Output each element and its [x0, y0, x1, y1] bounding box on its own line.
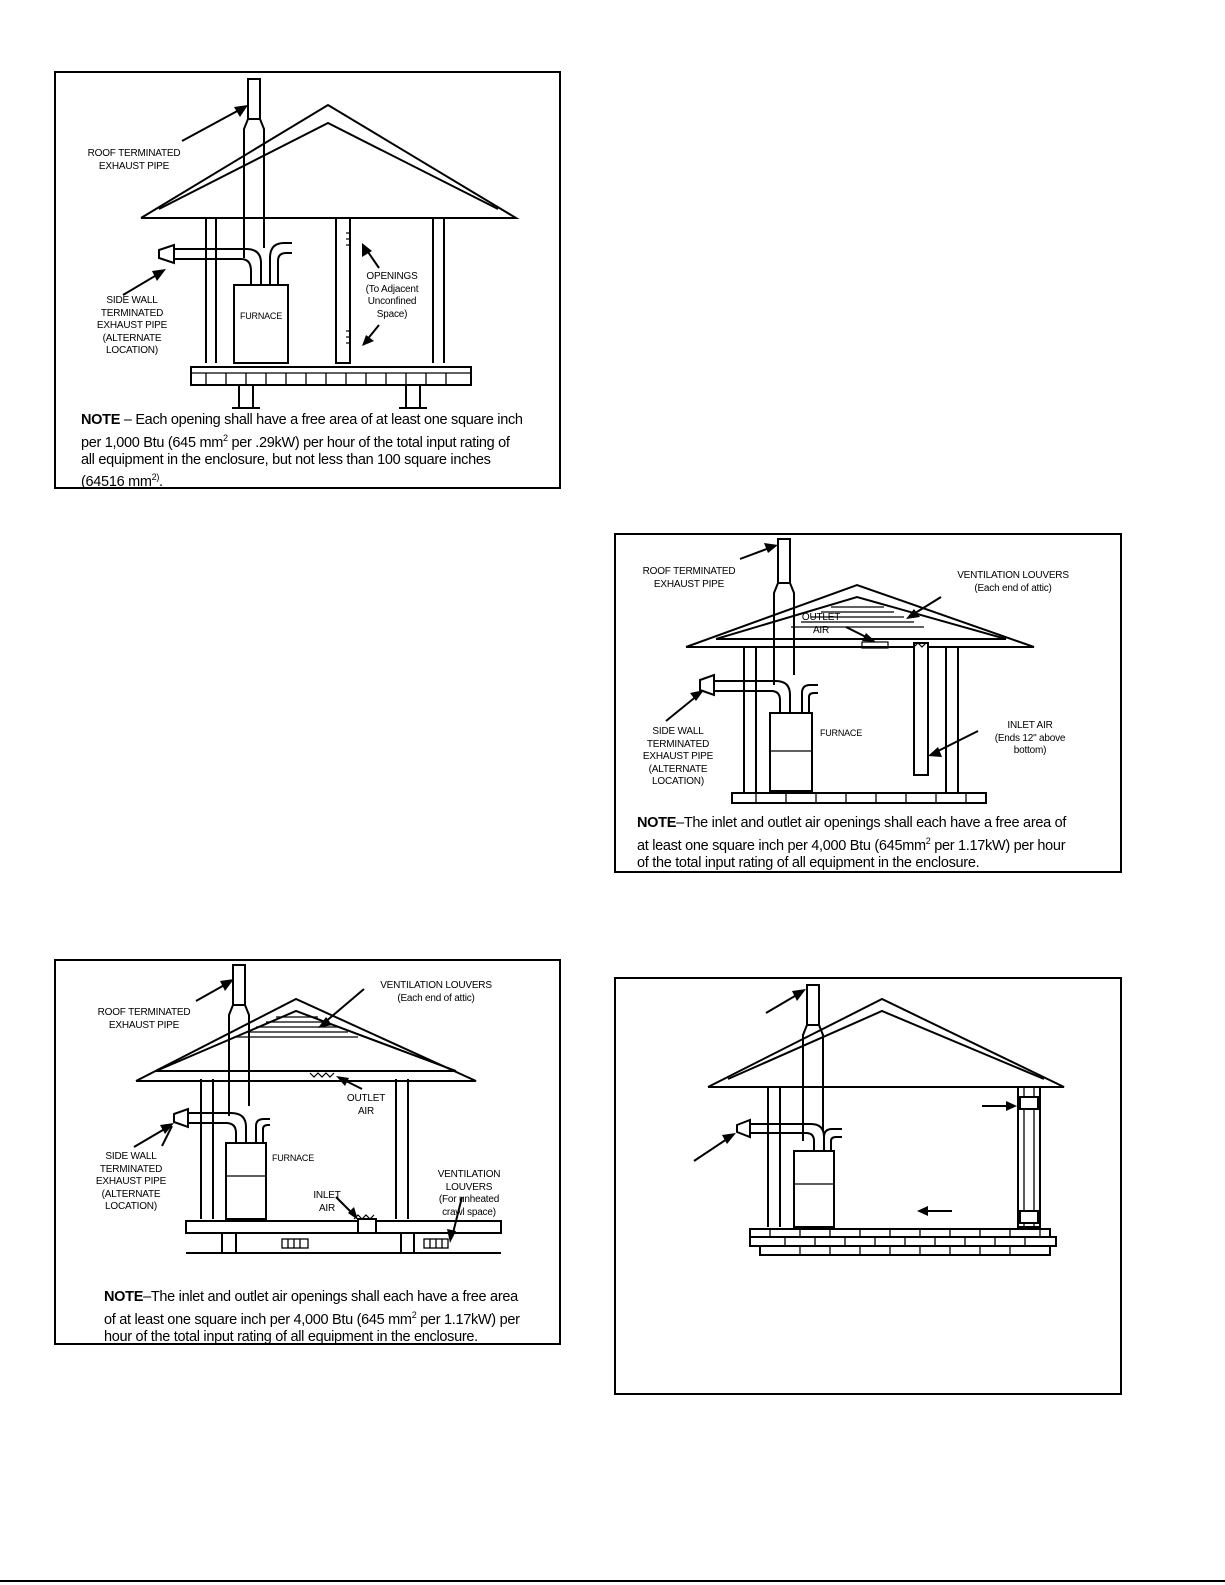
note-line: hour of the total input rating of all equipment in the enclosure. — [104, 1328, 478, 1345]
side-wall-exhaust-pipe — [750, 1124, 824, 1151]
note-prefix: NOTE — [637, 815, 677, 831]
label-roof-terminated-exhaust-pipe: ROOF TERMINATED EXHAUST PIPE — [87, 148, 181, 172]
label-side-wall-exhaust-pipe: SIDE WALL TERMINATED EXHAUST PIPE (ALTERNATE LOCATION) — [642, 726, 714, 787]
furnace-intake-pipe — [256, 1119, 270, 1143]
furnace-unit — [226, 1143, 266, 1219]
label-outlet-air: OUTLET AIR — [801, 612, 841, 636]
floor-joists — [191, 367, 471, 385]
superscript: 2) — [151, 472, 160, 483]
note-line: – Each opening shall have a free area of at least one square inch — [120, 412, 523, 428]
superscript: 2 — [411, 1309, 417, 1320]
furnace-unit — [770, 713, 812, 791]
furnace-intake-pipe — [270, 243, 292, 285]
figure-equipment-in-confined-space-openings — [54, 71, 561, 489]
label-side-wall-exhaust-pipe: SIDE WALL TERMINATED EXHAUST PIPE (ALTERNATE LOCATION) — [96, 295, 168, 356]
note-figure-2 — [637, 815, 1117, 872]
roof-exhaust-pipe-top — [248, 79, 260, 119]
furnace-unit — [234, 285, 288, 363]
roof-exhaust-pipe-top — [807, 985, 819, 1025]
label-inlet-air: INLET AIR (Ends 12" above bottom) — [994, 720, 1066, 756]
furnace-unit — [794, 1151, 834, 1227]
roof-exhaust-pipe — [244, 119, 264, 258]
figure-air-from-attic-and-crawl-space — [54, 959, 561, 1345]
label-furnace: FURNACE — [239, 311, 283, 321]
side-wall-exhaust-pipe — [714, 681, 790, 713]
side-wall-exhaust-terminal — [174, 1109, 188, 1127]
furnace-intake-pipe — [802, 685, 818, 713]
label-furnace: FURNACE — [271, 1153, 315, 1163]
label-outlet-air: OUTLET AIR — [346, 1093, 386, 1117]
side-wall-exhaust-pipe — [174, 249, 261, 285]
note-line: per .29kW) per hour of the total input rating of — [227, 434, 510, 451]
note-line: per 1.17kW) per hour — [930, 837, 1066, 854]
roof-inner — [156, 1011, 456, 1071]
note-line: at least one square inch per 4,000 Btu (645mm — [637, 837, 926, 854]
roof-exhaust-pipe — [774, 583, 794, 685]
figure-air-from-attic — [614, 533, 1122, 873]
note-line: . — [159, 474, 163, 491]
note-line: –The inlet and outlet air openings shall each have a free area — [143, 1289, 518, 1305]
inlet-air-duct — [914, 643, 928, 775]
partition-wall — [336, 218, 350, 363]
note-line: –The inlet and outlet air openings shall each have a free area of — [676, 815, 1067, 831]
side-wall-exhaust-terminal — [737, 1120, 750, 1137]
roof-inner — [159, 123, 498, 209]
note-figure-1 — [81, 412, 551, 492]
figure-air-from-ventilated-crawl-space — [614, 977, 1122, 1395]
label-side-wall-exhaust-pipe: SIDE WALL TERMINATED EXHAUST PIPE (ALTERNATE LOCATION) — [95, 1151, 167, 1212]
support-beam-right — [399, 385, 427, 408]
wall-vent-lower — [1020, 1211, 1038, 1223]
label-furnace: FURNACE — [819, 728, 863, 738]
note-line: per 1.17kW) per — [416, 1311, 520, 1328]
page-bottom-rule — [0, 1580, 1225, 1582]
label-roof-terminated-exhaust-pipe: ROOF TERMINATED EXHAUST PIPE — [97, 1007, 191, 1031]
label-ventilation-louvers: VENTILATION LOUVERS (Each end of attic) — [957, 570, 1069, 594]
support-beam-left — [232, 385, 260, 408]
inlet-air-duct — [358, 1219, 376, 1233]
roof-inner — [728, 1011, 1044, 1079]
roof-inner — [716, 597, 1006, 639]
superscript: 2 — [925, 835, 931, 846]
note-line: all equipment in the enclosure, but not less than 100 square inches — [81, 451, 491, 468]
label-ventilation-louvers: VENTILATION LOUVERS (Each end of attic) — [380, 980, 492, 1004]
label-inlet-air: INLET AIR — [313, 1190, 341, 1214]
house-diagram-4 — [616, 979, 1124, 1397]
furnace-intake-pipe — [824, 1129, 842, 1151]
superscript: 2 — [223, 432, 228, 443]
support-beam-left — [222, 1233, 236, 1253]
label-crawl-space-louvers: VENTILATION LOUVERS (For unheated crawl space) — [437, 1169, 501, 1218]
label-openings: OPENINGS (To Adjacent Unconfined Space) — [365, 271, 419, 320]
brick-foundation — [750, 1229, 1056, 1255]
floor — [732, 793, 986, 803]
side-wall-exhaust-pipe — [188, 1113, 246, 1143]
side-wall-exhaust-terminal — [159, 245, 174, 263]
support-beam-right — [401, 1233, 414, 1253]
note-prefix: NOTE — [81, 412, 121, 428]
roof-exhaust-pipe-top — [233, 965, 245, 1005]
note-prefix: NOTE — [104, 1289, 144, 1305]
note-line: of at least one square inch per 4,000 Btu (645 mm — [104, 1311, 412, 1328]
note-figure-3 — [104, 1289, 554, 1346]
note-line: per 1,000 Btu (645 mm — [81, 434, 223, 451]
roof-exhaust-pipe — [229, 1005, 249, 1116]
note-line: of the total input rating of all equipment in the enclosure. — [637, 854, 980, 871]
roof-outer — [141, 105, 516, 218]
crawl-space-louver — [282, 1239, 308, 1248]
roof-exhaust-pipe-top — [778, 539, 790, 583]
label-roof-terminated-exhaust-pipe: ROOF TERMINATED EXHAUST PIPE — [642, 566, 736, 590]
wall-vent-upper — [1020, 1097, 1038, 1109]
note-line: (64516 mm — [81, 474, 152, 491]
outlet-air-opening — [310, 1073, 334, 1077]
